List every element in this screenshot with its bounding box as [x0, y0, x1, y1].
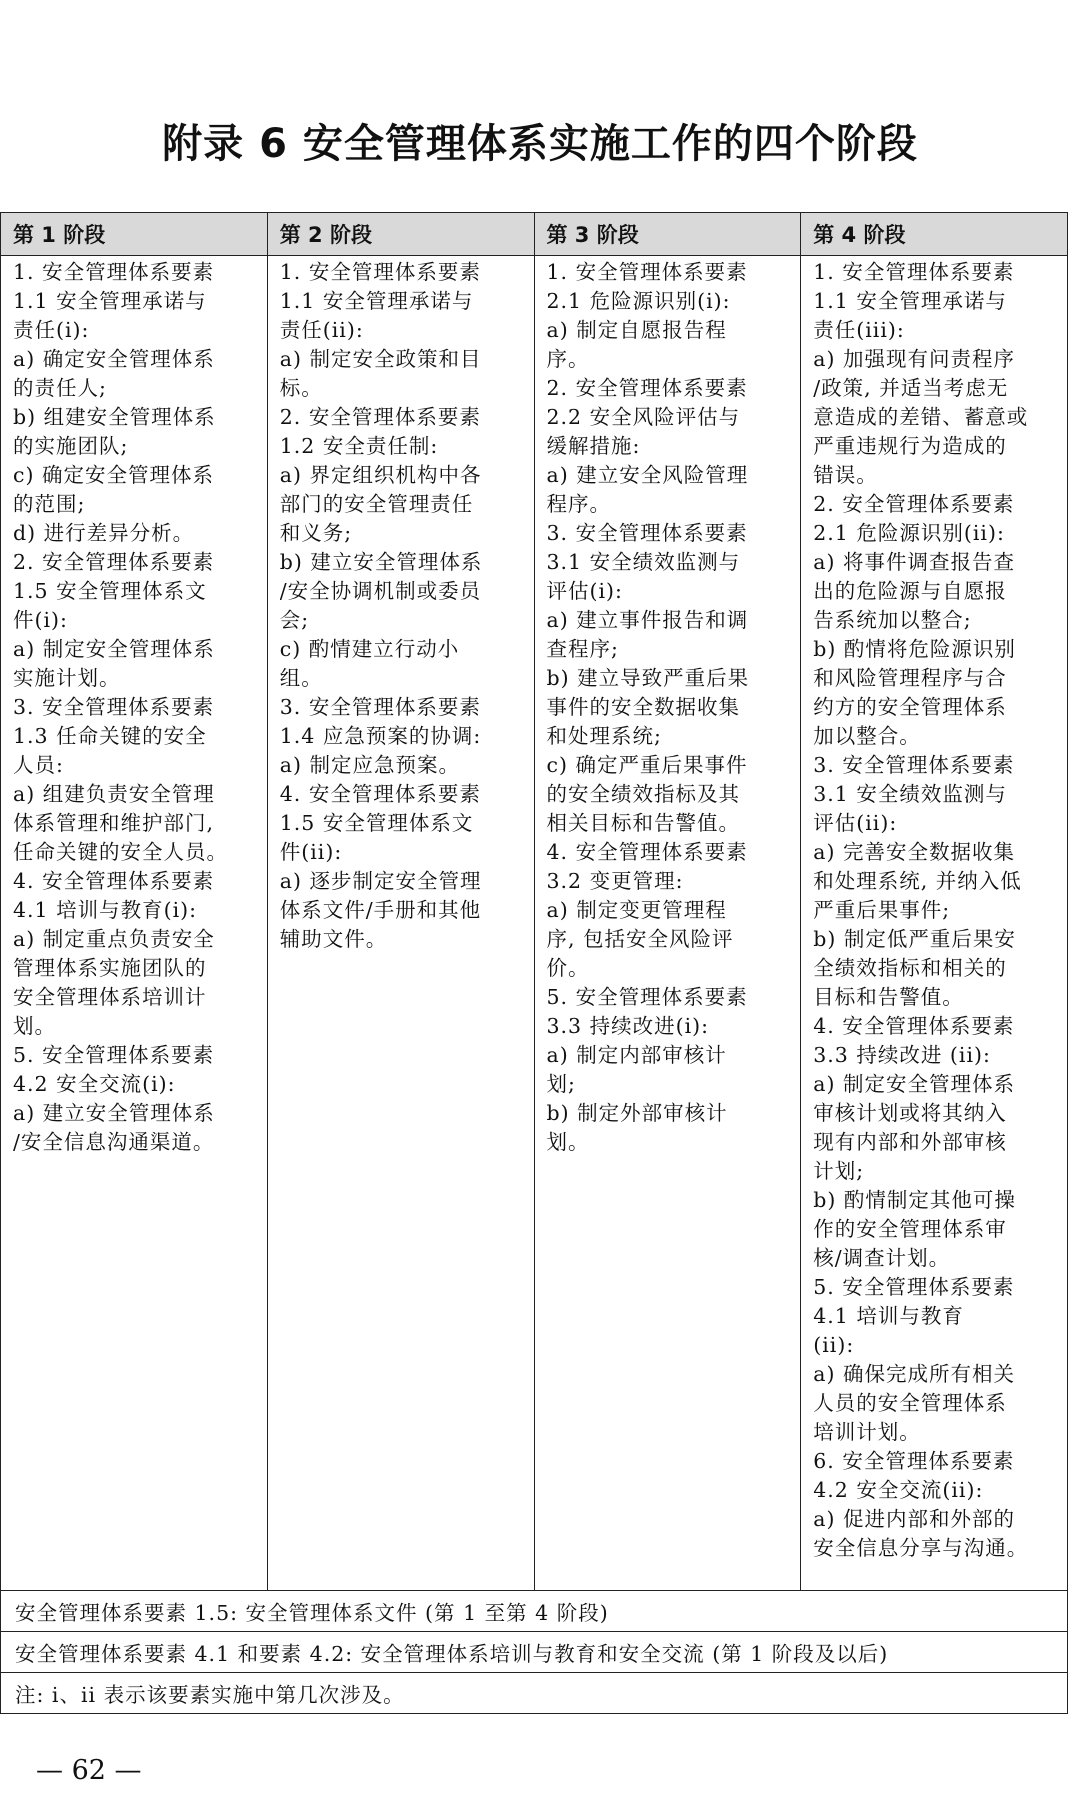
phase-2-line: 组。	[279, 666, 323, 690]
phase-2-content	[267, 256, 534, 1591]
phase-4-line: 4. 安全管理体系要素	[813, 1014, 1015, 1038]
phase-3-line: 划。	[546, 1130, 590, 1154]
phase-1-line: /安全信息沟通渠道。	[13, 1130, 215, 1154]
phase-1-line: a) 确定安全管理体系	[13, 347, 215, 371]
phase-1-line: a) 组建负责安全管理	[13, 782, 215, 806]
phase-1-line: 1.1 安全管理承诺与	[13, 289, 207, 313]
phase-1-line: 1.3 任命关键的安全	[13, 724, 207, 748]
phase-4-line: 5. 安全管理体系要素	[813, 1275, 1015, 1299]
phase-4-line: a) 确保完成所有相关	[813, 1362, 1015, 1386]
phase-4-line: 3. 安全管理体系要素	[813, 753, 1015, 777]
phase-1-line: 安全管理体系培训计	[13, 985, 207, 1009]
phase-4-line: 培训计划。	[813, 1420, 921, 1444]
phase-2-line: 标。	[279, 376, 323, 400]
phase-4-line: 约方的安全管理体系	[813, 695, 1007, 719]
phase-3-line: 3. 安全管理体系要素	[546, 521, 748, 545]
phase-4-line: 现有内部和外部审核	[813, 1130, 1007, 1154]
phase-2-line: 1. 安全管理体系要素	[279, 260, 481, 284]
phase-2-line: 体系文件/手册和其他	[279, 898, 482, 922]
phase-2-line: 1.2 安全责任制:	[279, 434, 439, 458]
phase-2-line: a) 逐步制定安全管理	[279, 869, 482, 893]
phase-4-line: 4.2 安全交流(ii):	[813, 1478, 984, 1502]
footer-row-2	[1, 1632, 1068, 1673]
phase-3-line: a) 建立安全风险管理	[546, 463, 749, 487]
phase-3-line: 2.2 安全风险评估与	[546, 405, 741, 429]
phase-1-line: 4.1 培训与教育(i):	[13, 898, 198, 922]
phase-2-line: 1.5 安全管理体系文	[279, 811, 474, 835]
phase-1-line: 实施计划。	[13, 666, 121, 690]
phase-1-line: 4.2 安全交流(i):	[13, 1072, 176, 1096]
phase-4-line: 加以整合。	[813, 724, 921, 748]
phase-1-line: c) 确定安全管理体系	[13, 463, 214, 487]
phase-3-line: 划;	[546, 1072, 576, 1096]
phase-1-line: a) 建立安全管理体系	[13, 1101, 215, 1125]
phase-3-line: 的安全绩效指标及其	[546, 782, 740, 806]
phase-4-line: 全绩效指标和相关的	[813, 956, 1007, 980]
phase-3-line: a) 建立事件报告和调	[546, 608, 749, 632]
phase-3-line: 序, 包括安全风险评	[546, 927, 734, 951]
page-number: — 62 —	[36, 1755, 142, 1786]
phase-4-line: 6. 安全管理体系要素	[813, 1449, 1015, 1473]
phase-2-line: 1.1 安全管理承诺与	[279, 289, 474, 313]
phase-3-line: 1. 安全管理体系要素	[546, 260, 748, 284]
phase-3-line: 2.1 危险源识别(i):	[546, 289, 731, 313]
phase-3-line: a) 制定自愿报告程	[546, 318, 727, 342]
phase-4-line: 意造成的差错、蓄意或	[813, 405, 1029, 429]
phase-4-line: 责任(iii):	[813, 318, 905, 342]
phase-3-line: 和处理系统;	[546, 724, 662, 748]
phase-4-line: 和风险管理程序与合	[813, 666, 1007, 690]
phase-1-line: 任命关键的安全人员。	[13, 840, 228, 864]
phase-3-line: 5. 安全管理体系要素	[546, 985, 748, 1009]
header-phase-4: 第 4 阶段	[801, 213, 1068, 256]
phase-4-line: a) 制定安全管理体系	[813, 1072, 1015, 1096]
header-phase-2: 第 2 阶段	[267, 213, 534, 256]
phases-table	[0, 212, 1068, 1714]
phase-4-line: 2. 安全管理体系要素	[813, 492, 1015, 516]
phase-2-line: 辅助文件。	[279, 927, 388, 951]
phase-3-content	[534, 256, 801, 1591]
phase-1-line: 1. 安全管理体系要素	[13, 260, 215, 284]
footer-row-3	[1, 1673, 1068, 1714]
phase-2-line: /安全协调机制或委员	[279, 579, 482, 603]
phase-2-line: c) 酌情建立行动小	[279, 637, 460, 661]
phase-3-line: 价。	[546, 956, 590, 980]
phase-4-line: 计划;	[813, 1159, 865, 1183]
phase-2-line: 责任(ii):	[279, 318, 364, 342]
phase-1-line: a) 制定重点负责安全	[13, 927, 215, 951]
phase-4-line: 告系统加以整合;	[813, 608, 972, 632]
table-header-row	[1, 213, 1068, 256]
phase-1-line: 的实施团队;	[13, 434, 129, 458]
phase-3-line: 相关目标和告警值。	[546, 811, 740, 835]
phase-2-line: a) 界定组织机构中各	[279, 463, 482, 487]
phase-2-line: a) 制定应急预案。	[279, 753, 460, 777]
phase-3-line: b) 建立导致严重后果	[546, 666, 750, 690]
phase-3-line: 3.2 变更管理:	[546, 869, 684, 893]
phase-3-line: a) 制定内部审核计	[546, 1043, 727, 1067]
phase-1-line: 管理体系实施团队的	[13, 956, 207, 980]
footer-note-element-1-5: 安全管理体系要素 1.5: 安全管理体系文件 (第 1 至第 4 阶段)	[1, 1591, 1068, 1632]
page-title: 附录 6 安全管理体系实施工作的四个阶段	[162, 121, 918, 167]
phase-4-line: 严重后果事件;	[813, 898, 951, 922]
phase-4-line: b) 酌情制定其他可操	[813, 1188, 1016, 1212]
phase-4-line: 4.1 培训与教育	[813, 1304, 964, 1328]
table-body-row	[1, 256, 1068, 1591]
phase-4-line: /政策, 并适当考虑无	[813, 376, 1009, 400]
phase-4-line: 出的危险源与自愿报	[813, 579, 1007, 603]
phase-4-line: a) 将事件调查报告查	[813, 550, 1015, 574]
phase-4-line: 3.1 安全绩效监测与	[813, 782, 1007, 806]
phase-4-line: 安全信息分享与沟通。	[813, 1536, 1029, 1560]
phase-3-line: 程序。	[546, 492, 611, 516]
phase-4-line: 2.1 危险源识别(ii):	[813, 521, 1005, 545]
phase-1-line: 4. 安全管理体系要素	[13, 869, 215, 893]
header-phase-1: 第 1 阶段	[1, 213, 268, 256]
phase-3-line: 查程序;	[546, 637, 619, 661]
phase-3-line: 4. 安全管理体系要素	[546, 840, 748, 864]
phase-4-line: a) 完善安全数据收集	[813, 840, 1015, 864]
phase-2-line: 部门的安全管理责任	[279, 492, 474, 516]
phase-2-line: 3. 安全管理体系要素	[279, 695, 481, 719]
phase-3-line: 2. 安全管理体系要素	[546, 376, 748, 400]
phase-1-line: a) 制定安全管理体系	[13, 637, 215, 661]
phase-4-line: 目标和告警值。	[813, 985, 964, 1009]
phase-2-line: 和义务;	[279, 521, 353, 545]
phase-2-line: a) 制定安全政策和目	[279, 347, 482, 371]
phase-4-line: 审核计划或将其纳入	[813, 1101, 1007, 1125]
phase-4-line: a) 促进内部和外部的	[813, 1507, 1015, 1531]
phase-3-line: 缓解措施:	[546, 434, 641, 458]
phase-3-line: c) 确定严重后果事件	[546, 753, 748, 777]
phase-4-line: (ii):	[813, 1333, 855, 1357]
phase-1-line: 1.5 安全管理体系文	[13, 579, 207, 603]
phase-2-line: b) 建立安全管理体系	[279, 550, 483, 574]
phase-3-line: 事件的安全数据收集	[546, 695, 740, 719]
phase-1-line: 3. 安全管理体系要素	[13, 695, 215, 719]
phase-3-line: 3.1 安全绩效监测与	[546, 550, 741, 574]
phase-1-line: 划。	[13, 1014, 56, 1038]
phase-1-line: 件(i):	[13, 608, 68, 632]
phase-4-line: a) 加强现有问责程序	[813, 347, 1015, 371]
phase-4-line: 1.1 安全管理承诺与	[813, 289, 1007, 313]
phase-1-line: 人员:	[13, 753, 64, 777]
phase-4-line: 3.3 持续改进 (ii):	[813, 1043, 991, 1067]
phase-1-line: 2. 安全管理体系要素	[13, 550, 215, 574]
phase-3-line: b) 制定外部审核计	[546, 1101, 728, 1125]
phase-4-line: 作的安全管理体系审	[813, 1217, 1007, 1241]
phase-4-content	[801, 256, 1068, 1591]
footer-note-element-4: 安全管理体系要素 4.1 和要素 4.2: 安全管理体系培训与教育和安全交流 (第 1 阶段及以后)	[1, 1632, 1068, 1673]
phase-4-line: b) 酌情将危险源识别	[813, 637, 1016, 661]
footer-row-1	[1, 1591, 1068, 1632]
phase-1-line: d) 进行差异分析。	[13, 521, 195, 545]
phase-4-line: 评估(ii):	[813, 811, 898, 835]
phase-1-line: 的责任人;	[13, 376, 107, 400]
phase-4-line: 1. 安全管理体系要素	[813, 260, 1015, 284]
phase-1-line: 体系管理和维护部门,	[13, 811, 215, 835]
phase-3-line: 3.3 持续改进(i):	[546, 1014, 710, 1038]
phase-2-line: 4. 安全管理体系要素	[279, 782, 481, 806]
phase-3-line: 序。	[546, 347, 590, 371]
phase-4-line: 错误。	[813, 463, 878, 487]
phase-1-line: b) 组建安全管理体系	[13, 405, 216, 429]
phase-3-line: 评估(i):	[546, 579, 623, 603]
phase-1-line: 5. 安全管理体系要素	[13, 1043, 215, 1067]
phase-2-line: 会;	[279, 608, 310, 632]
header-phase-3: 第 3 阶段	[534, 213, 801, 256]
phase-4-line: b) 制定低严重后果安	[813, 927, 1016, 951]
phase-3-line: a) 制定变更管理程	[546, 898, 727, 922]
phase-1-content	[1, 256, 268, 1591]
phase-2-line: 1.4 应急预案的协调:	[279, 724, 482, 748]
phase-2-line: 2. 安全管理体系要素	[279, 405, 481, 429]
phase-4-line: 和处理系统, 并纳入低	[813, 869, 1022, 893]
footer-note-legend: 注: i、ii 表示该要素实施中第几次涉及。	[1, 1673, 1068, 1714]
phase-4-line: 人员的安全管理体系	[813, 1391, 1007, 1415]
phase-2-line: 件(ii):	[279, 840, 343, 864]
phase-4-line: 严重违规行为造成的	[813, 434, 1007, 458]
phase-1-line: 的范围;	[13, 492, 86, 516]
phase-1-line: 责任(i):	[13, 318, 90, 342]
phase-4-line: 核/调查计划。	[813, 1246, 951, 1270]
